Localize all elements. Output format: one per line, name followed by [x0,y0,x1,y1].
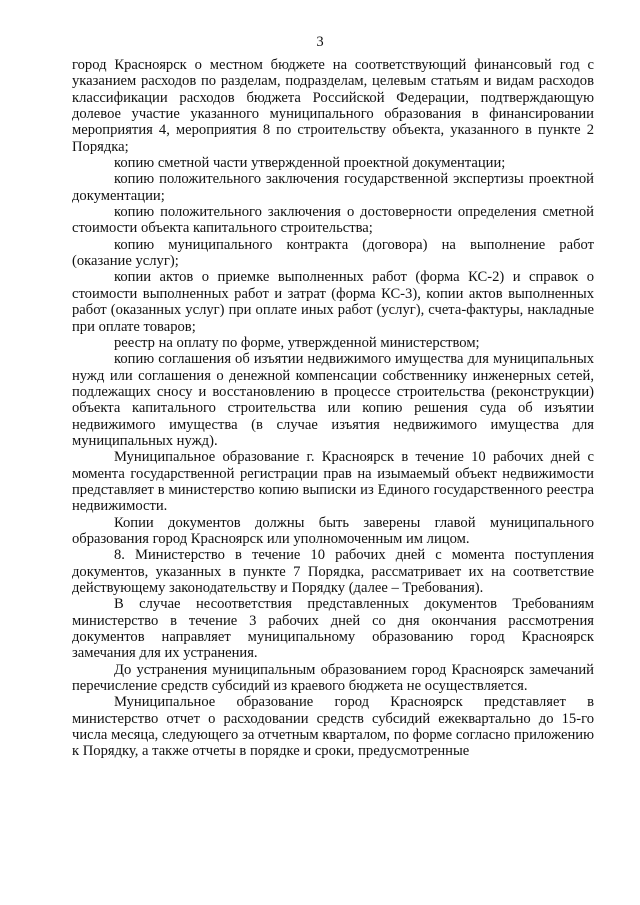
paragraph-nonconformity: В случае несоответствия представленных документов Требованиям министерство в течение 3 рабочих дней со дня окончания рассмотрения документов направляет муниципальному образованию город Красноярск замечания для их устранения. [72,596,594,662]
paragraph-cost-reliability: копию положительного заключения о достоверности определения сметной стоимости объекта капитального строительства; [72,204,594,237]
paragraph-acceptance-acts: копии актов о приемке выполненных работ (форма КС-2) и справок о стоимости выполненных работ и затрат (форма КС-3), копии актов выполненных работ (оказанных услуг) при оплате иных работ (услуг), счета-фактуры, накладные при оплате товаров; [72,269,594,335]
document-body [72,57,594,760]
paragraph-quarterly-report: Муниципальное образование город Красноярск представляет в министерство отчет о расходовании средств субсидий ежеквартально до 15-го числа месяца, следующего за отчетным кварталом, по форме согласно приложению к Порядку, а также отчеты в порядке и сроки, предусмотренные [72,694,594,760]
paragraph-certified-copies: Копии документов должны быть заверены главой муниципального образования город Красноярск или уполномоченным им лицом. [72,514,594,547]
paragraph-seizure-agreement: копию соглашения об изъятии недвижимого имущества для муниципальных нужд или соглашения о денежной компенсации собственнику инженерных сетей, подлежащих сносу и восстановлению в процессе строительства (реконструкции) объекта капитального строительства или копию решения суда об изъятии недвижимого имущества (в случае изъятия недвижимого имущества для муниципальных нужд). [72,351,594,449]
paragraph-transfer-suspension: До устранения муниципальным образованием город Красноярск замечаний перечисление средств субсидий из краевого бюджета не осуществляется. [72,661,594,695]
paragraph-budget-decision: город Красноярск о местном бюджете на соответствующий финансовый год с указанием расходов по разделам, подразделам, целевым статьям и видам расходов классификации расходов бюджета Российской Федерации, подтверждающую долевое участие указанного муниципального образования в финансировании мероприятия 4, мероприятия 8 по строительству объекта, указанного в пункте 2 Порядка; [72,57,594,155]
paragraph-payment-register: реестр на оплату по форме, утвержденной министерством; [114,334,480,351]
page-number: 3 [316,34,324,50]
paragraph-expertise-conclusion: копию положительного заключения государственной экспертизы проектной документации; [72,171,594,204]
paragraph-estimate-copy: копию сметной части утвержденной проектной документации; [114,155,506,172]
paragraph-municipal-contract: копию муниципального контракта (договора) на выполнение работ (оказание услуг); [72,236,594,270]
paragraph-item-8-review: 8. Министерство в течение 10 рабочих дней с момента поступления документов, указанных в пункте 7 Порядка, рассматривает их на соответствие действующему законодательству и Порядку (далее – Требования). [72,547,594,596]
paragraph-registry-extract: Муниципальное образование г. Красноярск в течение 10 рабочих дней с момента государственной регистрации прав на изымаемый объект недвижимости представляет в министерство копию выписки из Единого государственного реестра недвижимости. [72,449,594,515]
